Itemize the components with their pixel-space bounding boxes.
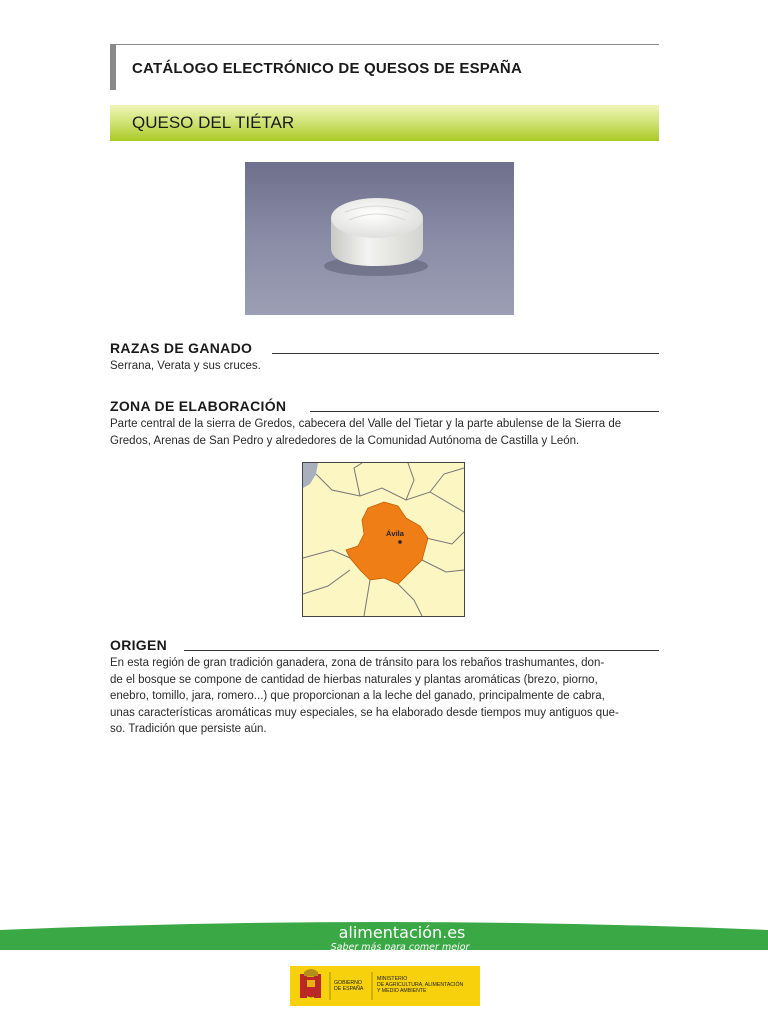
avila-label: Ávila: [386, 529, 404, 538]
origen-line: En esta región de gran tradición ganadera, zona de tránsito para los rebaños trashumantes, don-: [110, 657, 605, 669]
razas-heading: RAZAS DE GANADO: [110, 340, 253, 356]
origen-line: so. Tradición que persiste aún.: [110, 723, 267, 736]
zona-line: Parte central de la sierra de Gredos, cabecera del Valle del Tietar y la parte abulense de la Sierra de: [110, 418, 622, 430]
razas-text: Serrana, Verata y sus cruces.: [110, 360, 261, 372]
footer-tagline: Saber más para comer mejor: [330, 942, 470, 953]
zona-heading: ZONA DE ELABORACIÓN: [110, 398, 287, 414]
header-accent-bar: [110, 44, 116, 90]
ministry-logo: [290, 966, 480, 1006]
gov-label-line-2: DE ESPAÑA: [334, 986, 364, 992]
header-top-rule: [116, 44, 659, 45]
origen-line: unas características aromáticas muy especiales, se ha elaborado desde tiempos muy antiguos que-: [110, 706, 619, 719]
origen-heading: ORIGEN: [110, 637, 168, 653]
zona-line: Gredos, Arenas de San Pedro y alrededores de la Comunidad Autónoma de Castilla y León.: [110, 434, 580, 447]
product-title-banner: [110, 105, 659, 141]
zona-text: [110, 416, 659, 449]
avila-marker: [398, 540, 402, 544]
ministry-line-2: DE AGRICULTURA, ALIMENTACIÓN: [377, 982, 464, 988]
cheese-photo: [245, 162, 514, 315]
region-map: [302, 462, 465, 617]
catalog-title: CATÁLOGO ELECTRÓNICO DE QUESOS DE ESPAÑA: [132, 60, 522, 77]
ministry-line-1: MINISTERIO: [377, 976, 408, 982]
origen-rule: [184, 650, 659, 651]
origen-line: de el bosque se compone de cantidad de hierbas naturales y plantas aromáticas (brezo, piorno,: [110, 673, 598, 686]
footer-band: [0, 908, 768, 960]
origen-line: enebro, tomillo, jara, romero...) que proporcionan a la leche del ganado, principalmente de cabra,: [110, 690, 605, 703]
zona-rule: [310, 411, 659, 412]
product-title: QUESO DEL TIÉTAR: [132, 113, 295, 132]
razas-rule: [272, 353, 659, 354]
gov-label-line-1: GOBIERNO: [334, 980, 362, 986]
catalog-header: [110, 44, 659, 90]
ministry-line-3: Y MEDIO AMBIENTE: [377, 988, 427, 994]
origen-text: [110, 655, 659, 738]
footer-brand: alimentación.es: [338, 923, 466, 942]
